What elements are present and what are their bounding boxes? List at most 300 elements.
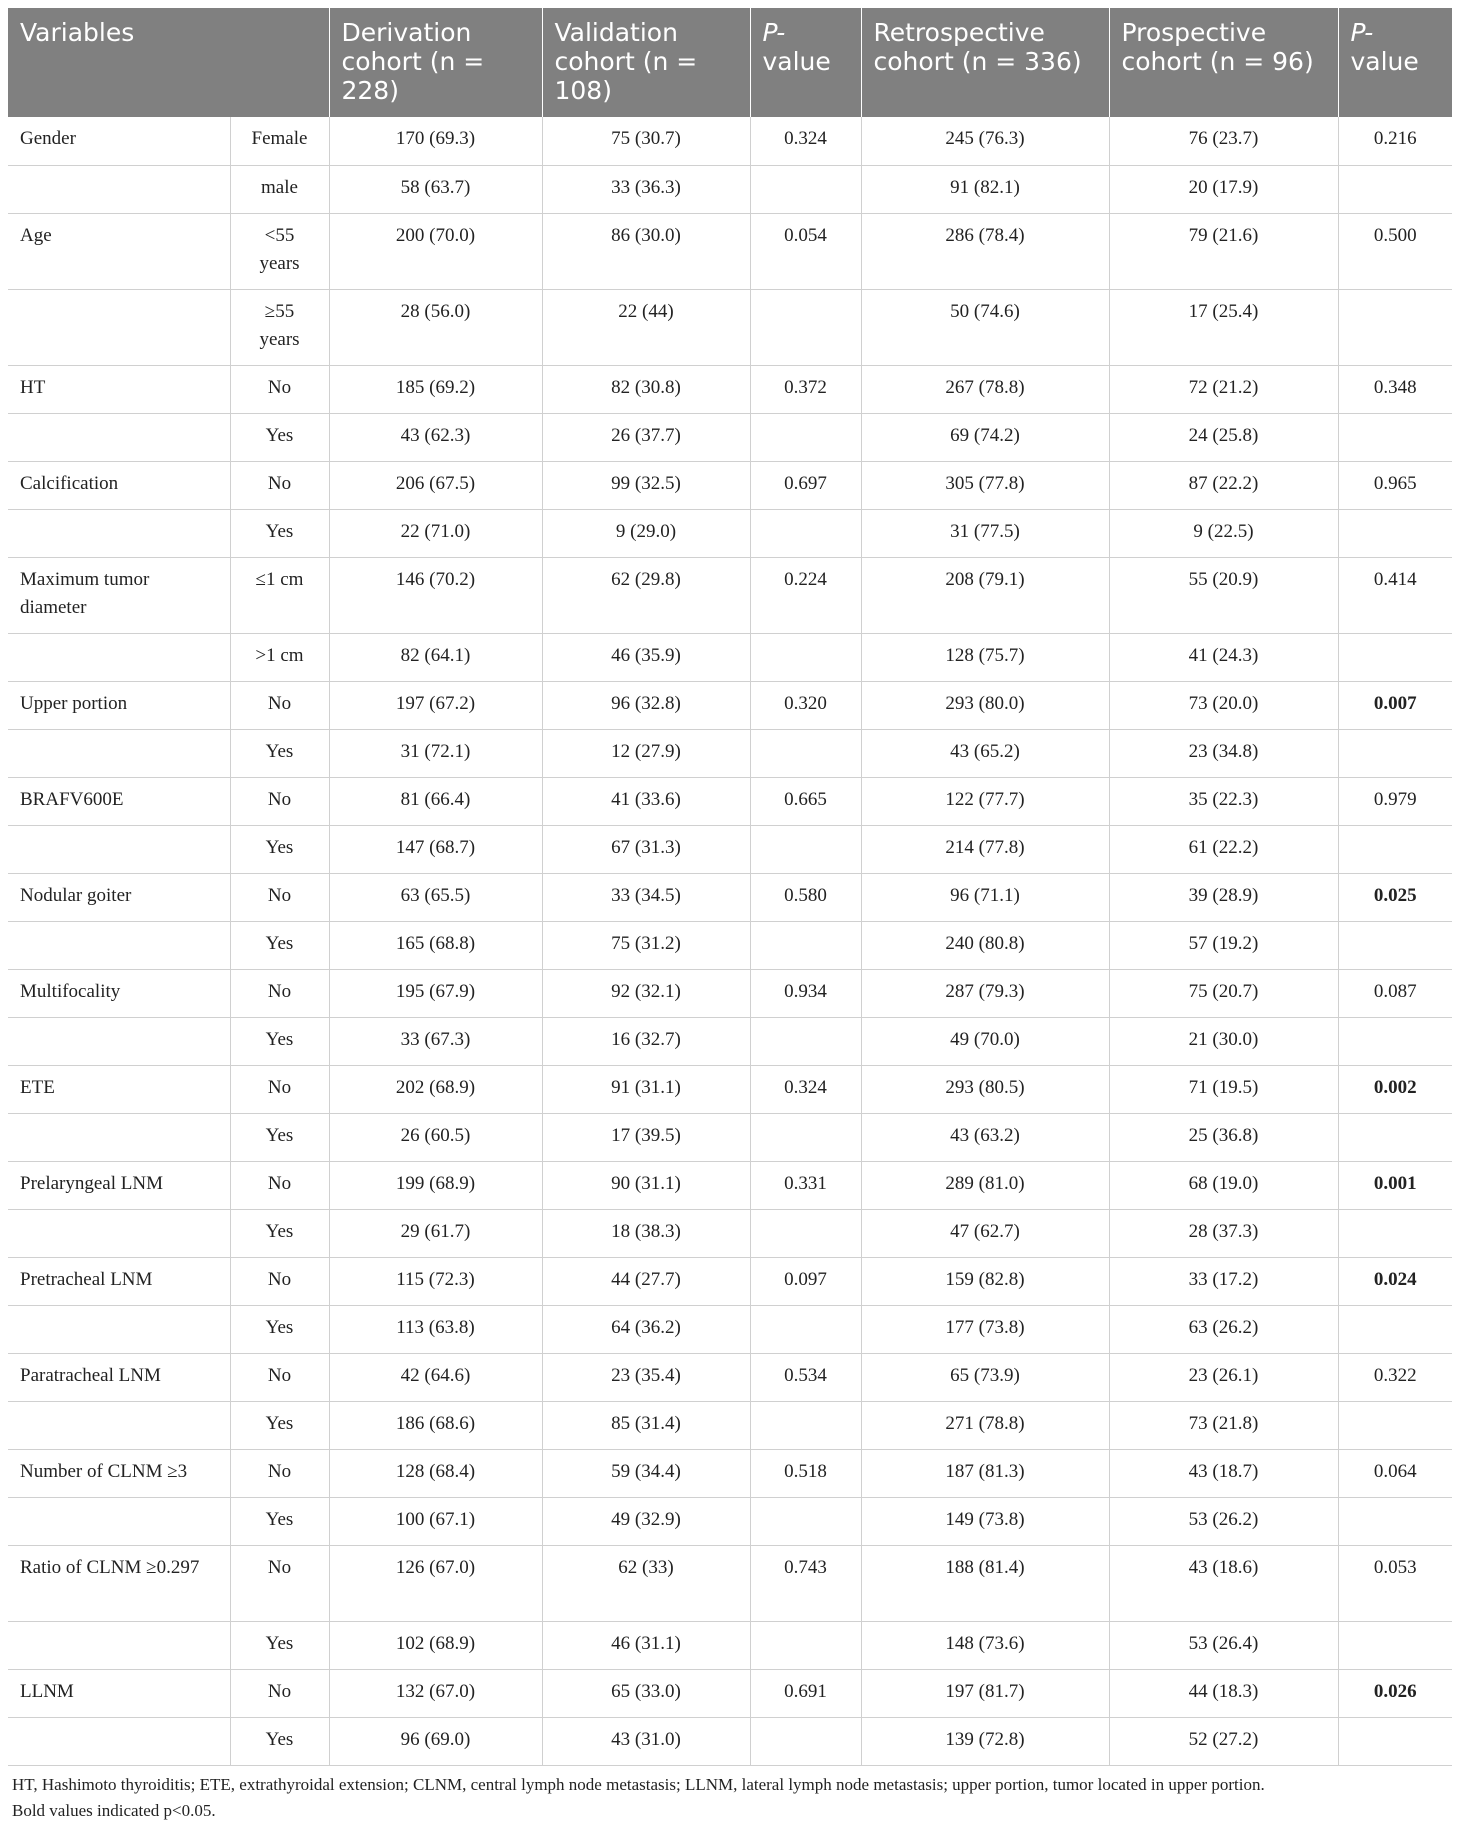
table-row — [8, 1257, 1452, 1305]
cell-level: Yes — [230, 825, 329, 873]
cell-validation: 12 (27.9) — [542, 729, 750, 777]
cell-validation: 46 (35.9) — [542, 633, 750, 681]
cell-p-value-2: 0.965 — [1338, 461, 1452, 509]
cell-retrospective: 267 (78.8) — [861, 365, 1109, 413]
cell-variable — [8, 413, 230, 461]
cell-p-value-1: 0.665 — [750, 777, 861, 825]
cell-prospective: 23 (26.1) — [1109, 1353, 1338, 1401]
cell-retrospective: 139 (72.8) — [861, 1717, 1109, 1765]
cell-retrospective: 289 (81.0) — [861, 1161, 1109, 1209]
cell-p-value-2: 0.053 — [1338, 1545, 1452, 1621]
cell-validation: 17 (39.5) — [542, 1113, 750, 1161]
table-row — [8, 461, 1452, 509]
cell-validation: 75 (31.2) — [542, 921, 750, 969]
header-p-rest-2: value — [1350, 47, 1419, 76]
cell-prospective: 41 (24.3) — [1109, 633, 1338, 681]
cell-p-value-2 — [1338, 825, 1452, 873]
cell-variable — [8, 1401, 230, 1449]
cell-p-value-2: 0.216 — [1338, 117, 1452, 165]
cell-p-value-1: 0.518 — [750, 1449, 861, 1497]
cell-prospective: 68 (19.0) — [1109, 1161, 1338, 1209]
cell-level: No — [230, 461, 329, 509]
cell-validation: 67 (31.3) — [542, 825, 750, 873]
cell-validation: 22 (44) — [542, 289, 750, 365]
cell-variable: Paratracheal LNM — [8, 1353, 230, 1401]
cell-variable — [8, 1621, 230, 1669]
cell-derivation: 42 (64.6) — [329, 1353, 542, 1401]
cell-p-value-1: 0.320 — [750, 681, 861, 729]
cell-p-value-1 — [750, 1209, 861, 1257]
cell-level: No — [230, 873, 329, 921]
cell-prospective: 39 (28.9) — [1109, 873, 1338, 921]
cell-validation: 91 (31.1) — [542, 1065, 750, 1113]
cell-variable: BRAFV600E — [8, 777, 230, 825]
cell-p-value-2: 0.026 — [1338, 1669, 1452, 1717]
cell-prospective: 28 (37.3) — [1109, 1209, 1338, 1257]
cell-variable: HT — [8, 365, 230, 413]
cell-derivation: 199 (68.9) — [329, 1161, 542, 1209]
cell-retrospective: 49 (70.0) — [861, 1017, 1109, 1065]
cell-retrospective: 187 (81.3) — [861, 1449, 1109, 1497]
cell-prospective: 72 (21.2) — [1109, 365, 1338, 413]
cell-prospective: 55 (20.9) — [1109, 557, 1338, 633]
cell-p-value-2 — [1338, 1017, 1452, 1065]
cell-retrospective: 128 (75.7) — [861, 633, 1109, 681]
header-prospective-cohort: Prospective cohort (n = 96) — [1109, 8, 1338, 117]
table-row — [8, 509, 1452, 557]
cell-p-value-1: 0.697 — [750, 461, 861, 509]
table-row — [8, 729, 1452, 777]
cell-level: No — [230, 365, 329, 413]
cell-validation: 96 (32.8) — [542, 681, 750, 729]
cell-level: No — [230, 1545, 329, 1621]
cell-p-value-1 — [750, 413, 861, 461]
cell-prospective: 79 (21.6) — [1109, 213, 1338, 289]
cell-retrospective: 271 (78.8) — [861, 1401, 1109, 1449]
cell-derivation: 197 (67.2) — [329, 681, 542, 729]
cell-variable — [8, 1113, 230, 1161]
cell-variable — [8, 729, 230, 777]
table-row — [8, 1449, 1452, 1497]
cell-derivation: 33 (67.3) — [329, 1017, 542, 1065]
cell-prospective: 53 (26.4) — [1109, 1621, 1338, 1669]
header-p-rest-1: value — [762, 47, 831, 76]
cell-p-value-1 — [750, 729, 861, 777]
cell-prospective: 24 (25.8) — [1109, 413, 1338, 461]
cell-prospective: 53 (26.2) — [1109, 1497, 1338, 1545]
cell-derivation: 28 (56.0) — [329, 289, 542, 365]
cell-validation: 41 (33.6) — [542, 777, 750, 825]
cell-p-value-1: 0.331 — [750, 1161, 861, 1209]
cell-prospective: 63 (26.2) — [1109, 1305, 1338, 1353]
cell-derivation: 186 (68.6) — [329, 1401, 542, 1449]
table-row — [8, 1497, 1452, 1545]
cell-p-value-1: 0.580 — [750, 873, 861, 921]
cell-level: <55 years — [230, 213, 329, 289]
cell-validation: 33 (34.5) — [542, 873, 750, 921]
cell-variable — [8, 509, 230, 557]
cell-derivation: 58 (63.7) — [329, 165, 542, 213]
cell-derivation: 146 (70.2) — [329, 557, 542, 633]
cell-p-value-1: 0.324 — [750, 1065, 861, 1113]
cell-validation: 65 (33.0) — [542, 1669, 750, 1717]
header-validation-cohort: Validation cohort (n = 108) — [542, 8, 750, 117]
cell-validation: 90 (31.1) — [542, 1161, 750, 1209]
cell-p-value-1 — [750, 1017, 861, 1065]
cell-variable — [8, 1305, 230, 1353]
cell-p-value-2: 0.979 — [1338, 777, 1452, 825]
cell-prospective: 73 (20.0) — [1109, 681, 1338, 729]
cell-level: ≥55 years — [230, 289, 329, 365]
table-row — [8, 825, 1452, 873]
cell-prospective: 61 (22.2) — [1109, 825, 1338, 873]
cell-retrospective: 50 (74.6) — [861, 289, 1109, 365]
cell-derivation: 43 (62.3) — [329, 413, 542, 461]
cell-prospective: 43 (18.6) — [1109, 1545, 1338, 1621]
cell-validation: 46 (31.1) — [542, 1621, 750, 1669]
cell-p-value-1: 0.054 — [750, 213, 861, 289]
cell-p-value-2 — [1338, 1209, 1452, 1257]
cell-validation: 18 (38.3) — [542, 1209, 750, 1257]
cell-validation: 9 (29.0) — [542, 509, 750, 557]
cell-level: Yes — [230, 413, 329, 461]
cell-retrospective: 31 (77.5) — [861, 509, 1109, 557]
cell-prospective: 17 (25.4) — [1109, 289, 1338, 365]
cell-p-value-2 — [1338, 1717, 1452, 1765]
cell-derivation: 147 (68.7) — [329, 825, 542, 873]
cell-retrospective: 293 (80.5) — [861, 1065, 1109, 1113]
cell-p-value-2 — [1338, 1401, 1452, 1449]
cell-p-value-1: 0.224 — [750, 557, 861, 633]
cell-variable: Nodular goiter — [8, 873, 230, 921]
header-p-value-1 — [750, 8, 861, 117]
cell-level: Yes — [230, 1209, 329, 1257]
footnote-bold-note: Bold values indicated p<0.05. — [12, 1800, 216, 1820]
table-row — [8, 117, 1452, 165]
cell-p-value-1: 0.372 — [750, 365, 861, 413]
cell-variable: Multifocality — [8, 969, 230, 1017]
cell-prospective: 75 (20.7) — [1109, 969, 1338, 1017]
cell-derivation: 128 (68.4) — [329, 1449, 542, 1497]
cell-level: >1 cm — [230, 633, 329, 681]
cell-level: No — [230, 1449, 329, 1497]
cell-validation: 82 (30.8) — [542, 365, 750, 413]
table-row — [8, 1305, 1452, 1353]
cell-variable: Ratio of CLNM ≥0.297 — [8, 1545, 230, 1621]
cell-derivation: 202 (68.9) — [329, 1065, 542, 1113]
table-row — [8, 921, 1452, 969]
cell-variable: Upper portion — [8, 681, 230, 729]
table-row — [8, 213, 1452, 289]
cell-variable: Age — [8, 213, 230, 289]
cell-prospective: 23 (34.8) — [1109, 729, 1338, 777]
cell-derivation: 102 (68.9) — [329, 1621, 542, 1669]
cell-validation: 26 (37.7) — [542, 413, 750, 461]
cell-derivation: 81 (66.4) — [329, 777, 542, 825]
cell-p-value-2 — [1338, 1113, 1452, 1161]
cell-p-value-2: 0.322 — [1338, 1353, 1452, 1401]
cell-derivation: 82 (64.1) — [329, 633, 542, 681]
cell-prospective: 44 (18.3) — [1109, 1669, 1338, 1717]
cell-variable: Prelaryngeal LNM — [8, 1161, 230, 1209]
header-derivation-cohort: Derivation cohort (n = 228) — [329, 8, 542, 117]
cell-p-value-2: 0.414 — [1338, 557, 1452, 633]
table-row — [8, 1621, 1452, 1669]
cell-prospective: 21 (30.0) — [1109, 1017, 1338, 1065]
cell-retrospective: 159 (82.8) — [861, 1257, 1109, 1305]
cell-retrospective: 69 (74.2) — [861, 413, 1109, 461]
table-row — [8, 873, 1452, 921]
cell-p-value-1 — [750, 509, 861, 557]
table-row — [8, 681, 1452, 729]
cell-prospective: 87 (22.2) — [1109, 461, 1338, 509]
header-variables: Variables — [8, 8, 329, 117]
cell-level: Yes — [230, 1497, 329, 1545]
cell-validation: 33 (36.3) — [542, 165, 750, 213]
cell-p-value-1 — [750, 633, 861, 681]
cell-retrospective: 287 (79.3) — [861, 969, 1109, 1017]
cell-retrospective: 43 (63.2) — [861, 1113, 1109, 1161]
table-footnote — [8, 1766, 1452, 1824]
cell-variable — [8, 1017, 230, 1065]
header-p-value-2 — [1338, 8, 1452, 117]
header-p-italic-1: P- — [762, 18, 786, 47]
cell-variable — [8, 1497, 230, 1545]
cell-p-value-1: 0.743 — [750, 1545, 861, 1621]
cell-p-value-2 — [1338, 1497, 1452, 1545]
cell-prospective: 73 (21.8) — [1109, 1401, 1338, 1449]
table-row — [8, 1113, 1452, 1161]
cell-p-value-2: 0.024 — [1338, 1257, 1452, 1305]
cell-prospective: 52 (27.2) — [1109, 1717, 1338, 1765]
cell-derivation: 115 (72.3) — [329, 1257, 542, 1305]
cell-p-value-2 — [1338, 289, 1452, 365]
cell-validation: 85 (31.4) — [542, 1401, 750, 1449]
table-body — [8, 117, 1452, 1765]
table-row — [8, 1353, 1452, 1401]
header-p-italic-2: P- — [1350, 18, 1374, 47]
cell-derivation: 29 (61.7) — [329, 1209, 542, 1257]
cell-validation: 59 (34.4) — [542, 1449, 750, 1497]
cell-variable: Number of CLNM ≥3 — [8, 1449, 230, 1497]
cell-p-value-2: 0.087 — [1338, 969, 1452, 1017]
cell-p-value-1 — [750, 1497, 861, 1545]
cell-retrospective: 148 (73.6) — [861, 1621, 1109, 1669]
cell-retrospective: 96 (71.1) — [861, 873, 1109, 921]
table-row — [8, 365, 1452, 413]
cell-p-value-1: 0.534 — [750, 1353, 861, 1401]
cell-derivation: 206 (67.5) — [329, 461, 542, 509]
cell-prospective: 35 (22.3) — [1109, 777, 1338, 825]
cell-retrospective: 208 (79.1) — [861, 557, 1109, 633]
cell-p-value-2: 0.348 — [1338, 365, 1452, 413]
table-row — [8, 165, 1452, 213]
table-document — [8, 8, 1452, 1824]
cell-retrospective: 245 (76.3) — [861, 117, 1109, 165]
cell-level: Yes — [230, 1305, 329, 1353]
cell-p-value-2 — [1338, 729, 1452, 777]
cell-retrospective: 305 (77.8) — [861, 461, 1109, 509]
cell-variable — [8, 633, 230, 681]
cell-retrospective: 91 (82.1) — [861, 165, 1109, 213]
cell-prospective: 43 (18.7) — [1109, 1449, 1338, 1497]
table-row — [8, 1717, 1452, 1765]
cell-retrospective: 293 (80.0) — [861, 681, 1109, 729]
cell-derivation: 132 (67.0) — [329, 1669, 542, 1717]
cell-derivation: 100 (67.1) — [329, 1497, 542, 1545]
cell-derivation: 195 (67.9) — [329, 969, 542, 1017]
cell-p-value-1 — [750, 1621, 861, 1669]
table-row — [8, 969, 1452, 1017]
cell-p-value-1 — [750, 1305, 861, 1353]
cell-validation: 44 (27.7) — [542, 1257, 750, 1305]
cell-variable: Maximum tumor diameter — [8, 557, 230, 633]
cell-p-value-1 — [750, 1717, 861, 1765]
cell-variable — [8, 825, 230, 873]
cell-p-value-2 — [1338, 165, 1452, 213]
cell-p-value-2 — [1338, 921, 1452, 969]
cell-p-value-1 — [750, 289, 861, 365]
cell-retrospective: 188 (81.4) — [861, 1545, 1109, 1621]
cell-retrospective: 47 (62.7) — [861, 1209, 1109, 1257]
cell-p-value-2 — [1338, 1305, 1452, 1353]
cell-retrospective: 240 (80.8) — [861, 921, 1109, 969]
cell-level: No — [230, 681, 329, 729]
cell-level: male — [230, 165, 329, 213]
cell-variable — [8, 1717, 230, 1765]
cell-level: No — [230, 1257, 329, 1305]
cell-retrospective: 149 (73.8) — [861, 1497, 1109, 1545]
header-retrospective-cohort: Retrospective cohort (n = 336) — [861, 8, 1109, 117]
cell-derivation: 22 (71.0) — [329, 509, 542, 557]
cell-validation: 75 (30.7) — [542, 117, 750, 165]
table-row — [8, 1065, 1452, 1113]
table-row — [8, 289, 1452, 365]
cell-variable: Gender — [8, 117, 230, 165]
cell-retrospective: 177 (73.8) — [861, 1305, 1109, 1353]
cell-level: No — [230, 1669, 329, 1717]
cell-prospective: 20 (17.9) — [1109, 165, 1338, 213]
cell-p-value-1 — [750, 825, 861, 873]
cell-level: Yes — [230, 1717, 329, 1765]
cell-prospective: 71 (19.5) — [1109, 1065, 1338, 1113]
cell-validation: 64 (36.2) — [542, 1305, 750, 1353]
table-row — [8, 633, 1452, 681]
cell-validation: 62 (33) — [542, 1545, 750, 1621]
cell-variable — [8, 289, 230, 365]
cell-derivation: 200 (70.0) — [329, 213, 542, 289]
cell-level: Yes — [230, 1401, 329, 1449]
cohort-comparison-table — [8, 8, 1452, 1766]
table-row — [8, 1545, 1452, 1621]
cell-validation: 86 (30.0) — [542, 213, 750, 289]
table-row — [8, 1161, 1452, 1209]
cell-p-value-1: 0.097 — [750, 1257, 861, 1305]
cell-prospective: 9 (22.5) — [1109, 509, 1338, 557]
cell-derivation: 165 (68.8) — [329, 921, 542, 969]
table-row — [8, 1017, 1452, 1065]
table-row — [8, 1209, 1452, 1257]
table-header-row — [8, 8, 1452, 117]
cell-derivation: 63 (65.5) — [329, 873, 542, 921]
cell-variable: LLNM — [8, 1669, 230, 1717]
cell-retrospective: 197 (81.7) — [861, 1669, 1109, 1717]
cell-derivation: 126 (67.0) — [329, 1545, 542, 1621]
cell-retrospective: 43 (65.2) — [861, 729, 1109, 777]
cell-prospective: 33 (17.2) — [1109, 1257, 1338, 1305]
cell-variable — [8, 921, 230, 969]
cell-p-value-1: 0.691 — [750, 1669, 861, 1717]
cell-level: Yes — [230, 921, 329, 969]
cell-validation: 43 (31.0) — [542, 1717, 750, 1765]
cell-p-value-2: 0.025 — [1338, 873, 1452, 921]
cell-p-value-2: 0.500 — [1338, 213, 1452, 289]
cell-variable — [8, 1209, 230, 1257]
cell-p-value-2: 0.001 — [1338, 1161, 1452, 1209]
cell-retrospective: 214 (77.8) — [861, 825, 1109, 873]
cell-validation: 99 (32.5) — [542, 461, 750, 509]
cell-level: Yes — [230, 1017, 329, 1065]
cell-level: Yes — [230, 729, 329, 777]
cell-variable: Calcification — [8, 461, 230, 509]
cell-prospective: 57 (19.2) — [1109, 921, 1338, 969]
cell-p-value-2 — [1338, 509, 1452, 557]
cell-level: No — [230, 777, 329, 825]
table-row — [8, 777, 1452, 825]
cell-level: Yes — [230, 1113, 329, 1161]
cell-derivation: 31 (72.1) — [329, 729, 542, 777]
cell-p-value-2 — [1338, 1621, 1452, 1669]
cell-prospective: 25 (36.8) — [1109, 1113, 1338, 1161]
cell-validation: 49 (32.9) — [542, 1497, 750, 1545]
cell-variable: Pretracheal LNM — [8, 1257, 230, 1305]
table-row — [8, 1401, 1452, 1449]
cell-p-value-1 — [750, 165, 861, 213]
cell-level: Yes — [230, 509, 329, 557]
cell-p-value-2: 0.064 — [1338, 1449, 1452, 1497]
cell-p-value-1 — [750, 921, 861, 969]
table-row — [8, 413, 1452, 461]
cell-p-value-2: 0.007 — [1338, 681, 1452, 729]
cell-variable: ETE — [8, 1065, 230, 1113]
cell-level: No — [230, 1353, 329, 1401]
cell-variable — [8, 165, 230, 213]
cell-level: Yes — [230, 1621, 329, 1669]
cell-retrospective: 65 (73.9) — [861, 1353, 1109, 1401]
cell-p-value-2 — [1338, 633, 1452, 681]
cell-retrospective: 122 (77.7) — [861, 777, 1109, 825]
cell-level: ≤1 cm — [230, 557, 329, 633]
cell-p-value-2: 0.002 — [1338, 1065, 1452, 1113]
cell-validation: 92 (32.1) — [542, 969, 750, 1017]
cell-retrospective: 286 (78.4) — [861, 213, 1109, 289]
cell-level: No — [230, 969, 329, 1017]
cell-p-value-2 — [1338, 413, 1452, 461]
cell-derivation: 113 (63.8) — [329, 1305, 542, 1353]
cell-validation: 23 (35.4) — [542, 1353, 750, 1401]
cell-validation: 62 (29.8) — [542, 557, 750, 633]
cell-level: Female — [230, 117, 329, 165]
cell-validation: 16 (32.7) — [542, 1017, 750, 1065]
table-row — [8, 557, 1452, 633]
cell-level: No — [230, 1161, 329, 1209]
footnote-abbreviations: HT, Hashimoto thyroiditis; ETE, extrathyroidal extension; CLNM, central lymph node metastasis; LLNM, lateral lymph node metastasis; upper portion, tumor located in upper portion. — [12, 1774, 1265, 1794]
cell-derivation: 185 (69.2) — [329, 365, 542, 413]
cell-prospective: 76 (23.7) — [1109, 117, 1338, 165]
table-row — [8, 1669, 1452, 1717]
cell-p-value-1: 0.324 — [750, 117, 861, 165]
cell-p-value-1 — [750, 1401, 861, 1449]
